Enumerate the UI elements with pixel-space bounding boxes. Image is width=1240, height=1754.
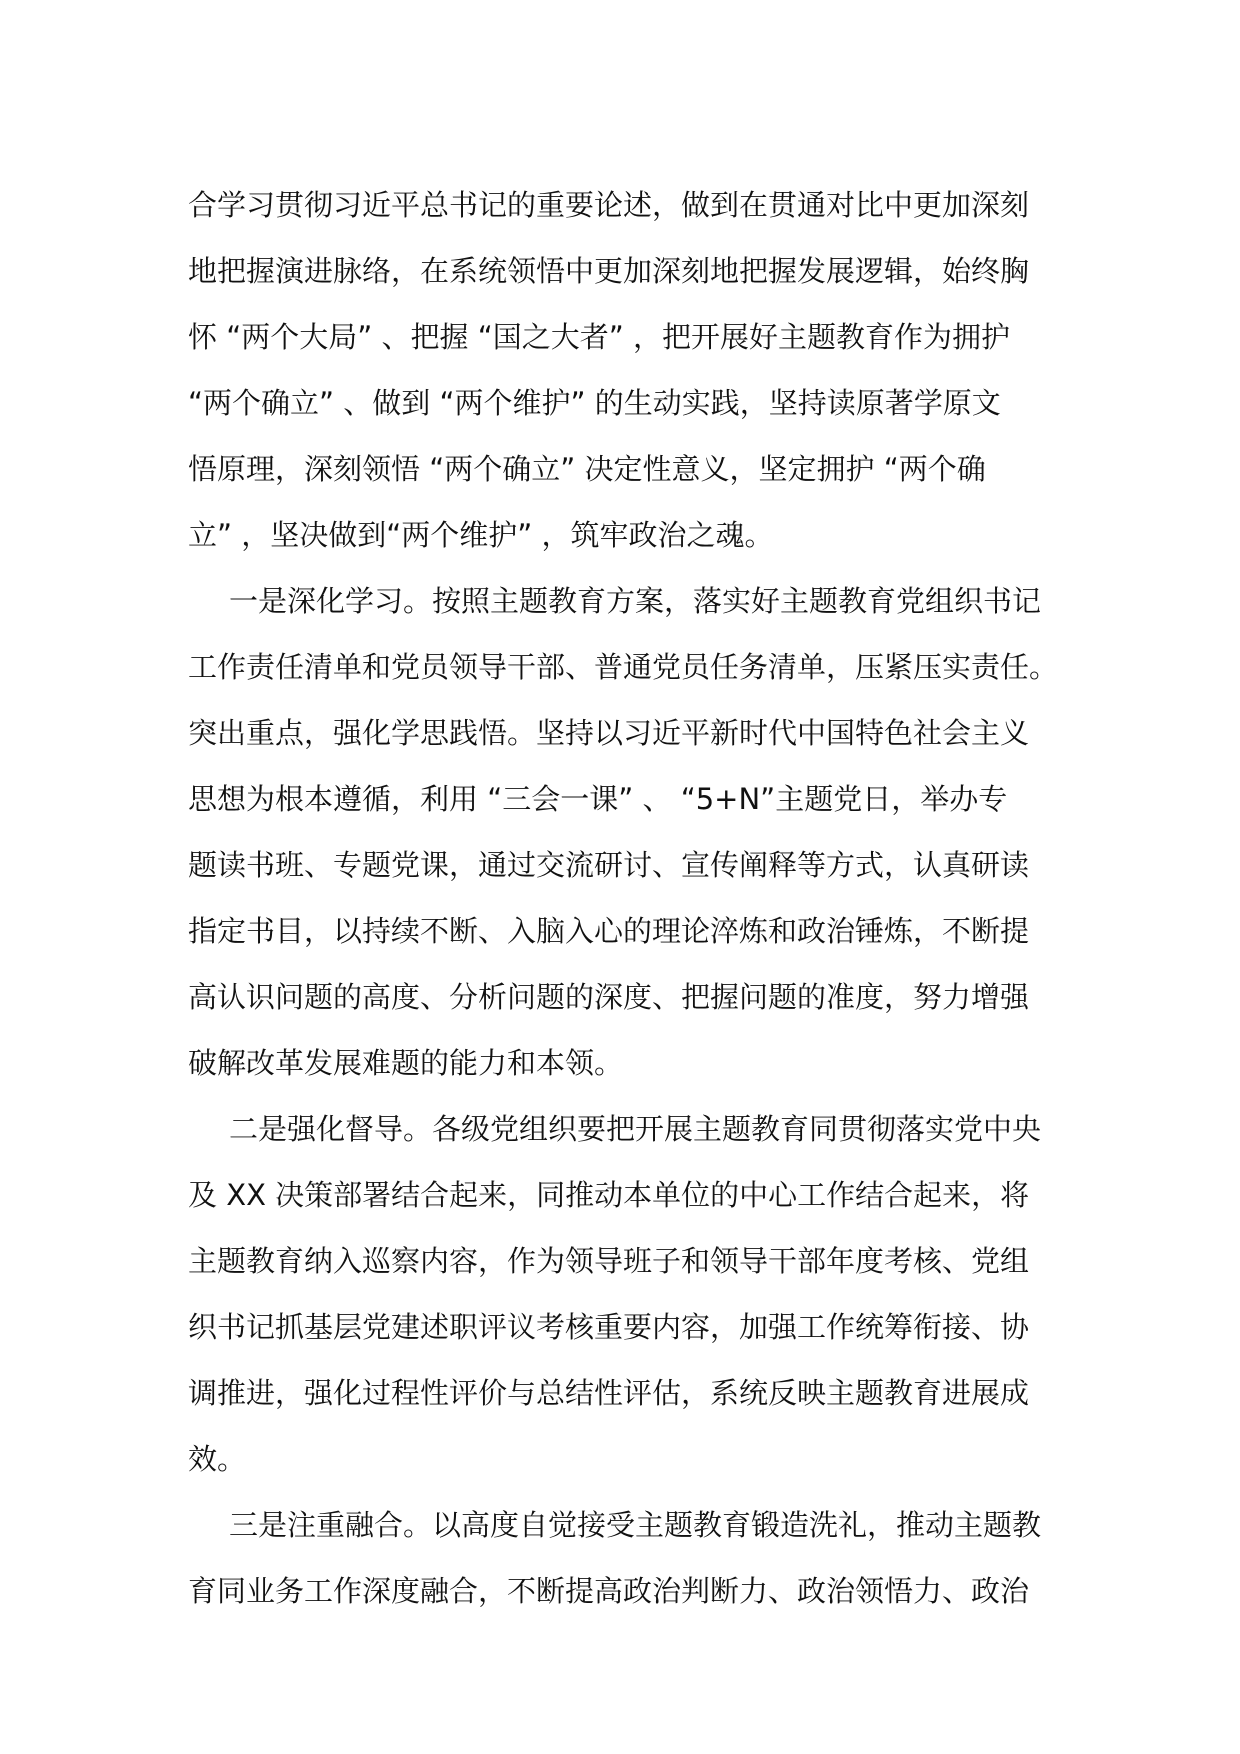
text-line: 三是注重融合。以高度自觉接受主题教育锻造洗礼，推动主题教 (229, 1508, 1042, 1542)
text-line: 工作责任清单和党员领导干部、普通党员任务清单，压紧压实责任。 (188, 650, 1059, 684)
text-line: 二是强化督导。各级党组织要把开展主题教育同贯彻落实党中央 (229, 1112, 1042, 1146)
text-line: 一是深化学习。按照主题教育方案，落实好主题教育党组织书记 (229, 584, 1042, 618)
text-line: 及 XX 决策部署结合起来，同推动本单位的中心工作结合起来，将 (188, 1178, 1030, 1212)
text-line: 地把握演进脉络，在系统领悟中更加深刻地把握发展逻辑，始终胸 (188, 254, 1030, 288)
text-line: “两个确立” 、做到 “两个维护” 的生动实践，坚持读原著学原文 (188, 386, 1001, 420)
text-line: 破解改革发展难题的能力和本领。 (188, 1046, 624, 1080)
paragraph (188, 1096, 1068, 1492)
text-line: 怀 “两个大局” 、把握 “国之大者” ，把开展好主题教育作为拥护 (188, 320, 1010, 354)
text-line: 效。 (188, 1442, 247, 1476)
text-line: 合学习贯彻习近平总书记的重要论述，做到在贯通对比中更加深刻 (188, 188, 1030, 222)
text-line: 题读书班、专题党课，通过交流研讨、宣传阐释等方式，认真研读 (188, 848, 1030, 882)
text-line: 立” ，坚决做到“两个维护” ，筑牢政治之魂。 (188, 518, 774, 552)
paragraph (188, 1492, 1068, 1624)
paragraph (188, 172, 1068, 568)
text-line: 突出重点，强化学思践悟。坚持以习近平新时代中国特色社会主义 (188, 716, 1030, 750)
text-line: 育同业务工作深度融合，不断提高政治判断力、政治领悟力、政治 (188, 1574, 1030, 1608)
text-line: 织书记抓基层党建述职评议考核重要内容，加强工作统筹衔接、协 (188, 1310, 1030, 1344)
text-line: 调推进，强化过程性评价与总结性评估，系统反映主题教育进展成 (188, 1376, 1030, 1410)
text-line: 主题教育纳入巡察内容，作为领导班子和领导干部年度考核、党组 (188, 1244, 1030, 1278)
text-line: 悟原理，深刻领悟 “两个确立” 决定性意义，坚定拥护 “两个确 (188, 452, 986, 486)
text-line: 指定书目，以持续不断、入脑入心的理论淬炼和政治锤炼，不断提 (188, 914, 1030, 948)
document-body (188, 172, 1068, 1624)
text-line: 高认识问题的高度、分析问题的深度、把握问题的准度，努力增强 (188, 980, 1030, 1014)
paragraph (188, 568, 1068, 1096)
text-line: 思想为根本遵循，利用 “三会一课” 、 “5+N”主题党日，举办专 (188, 782, 1008, 816)
